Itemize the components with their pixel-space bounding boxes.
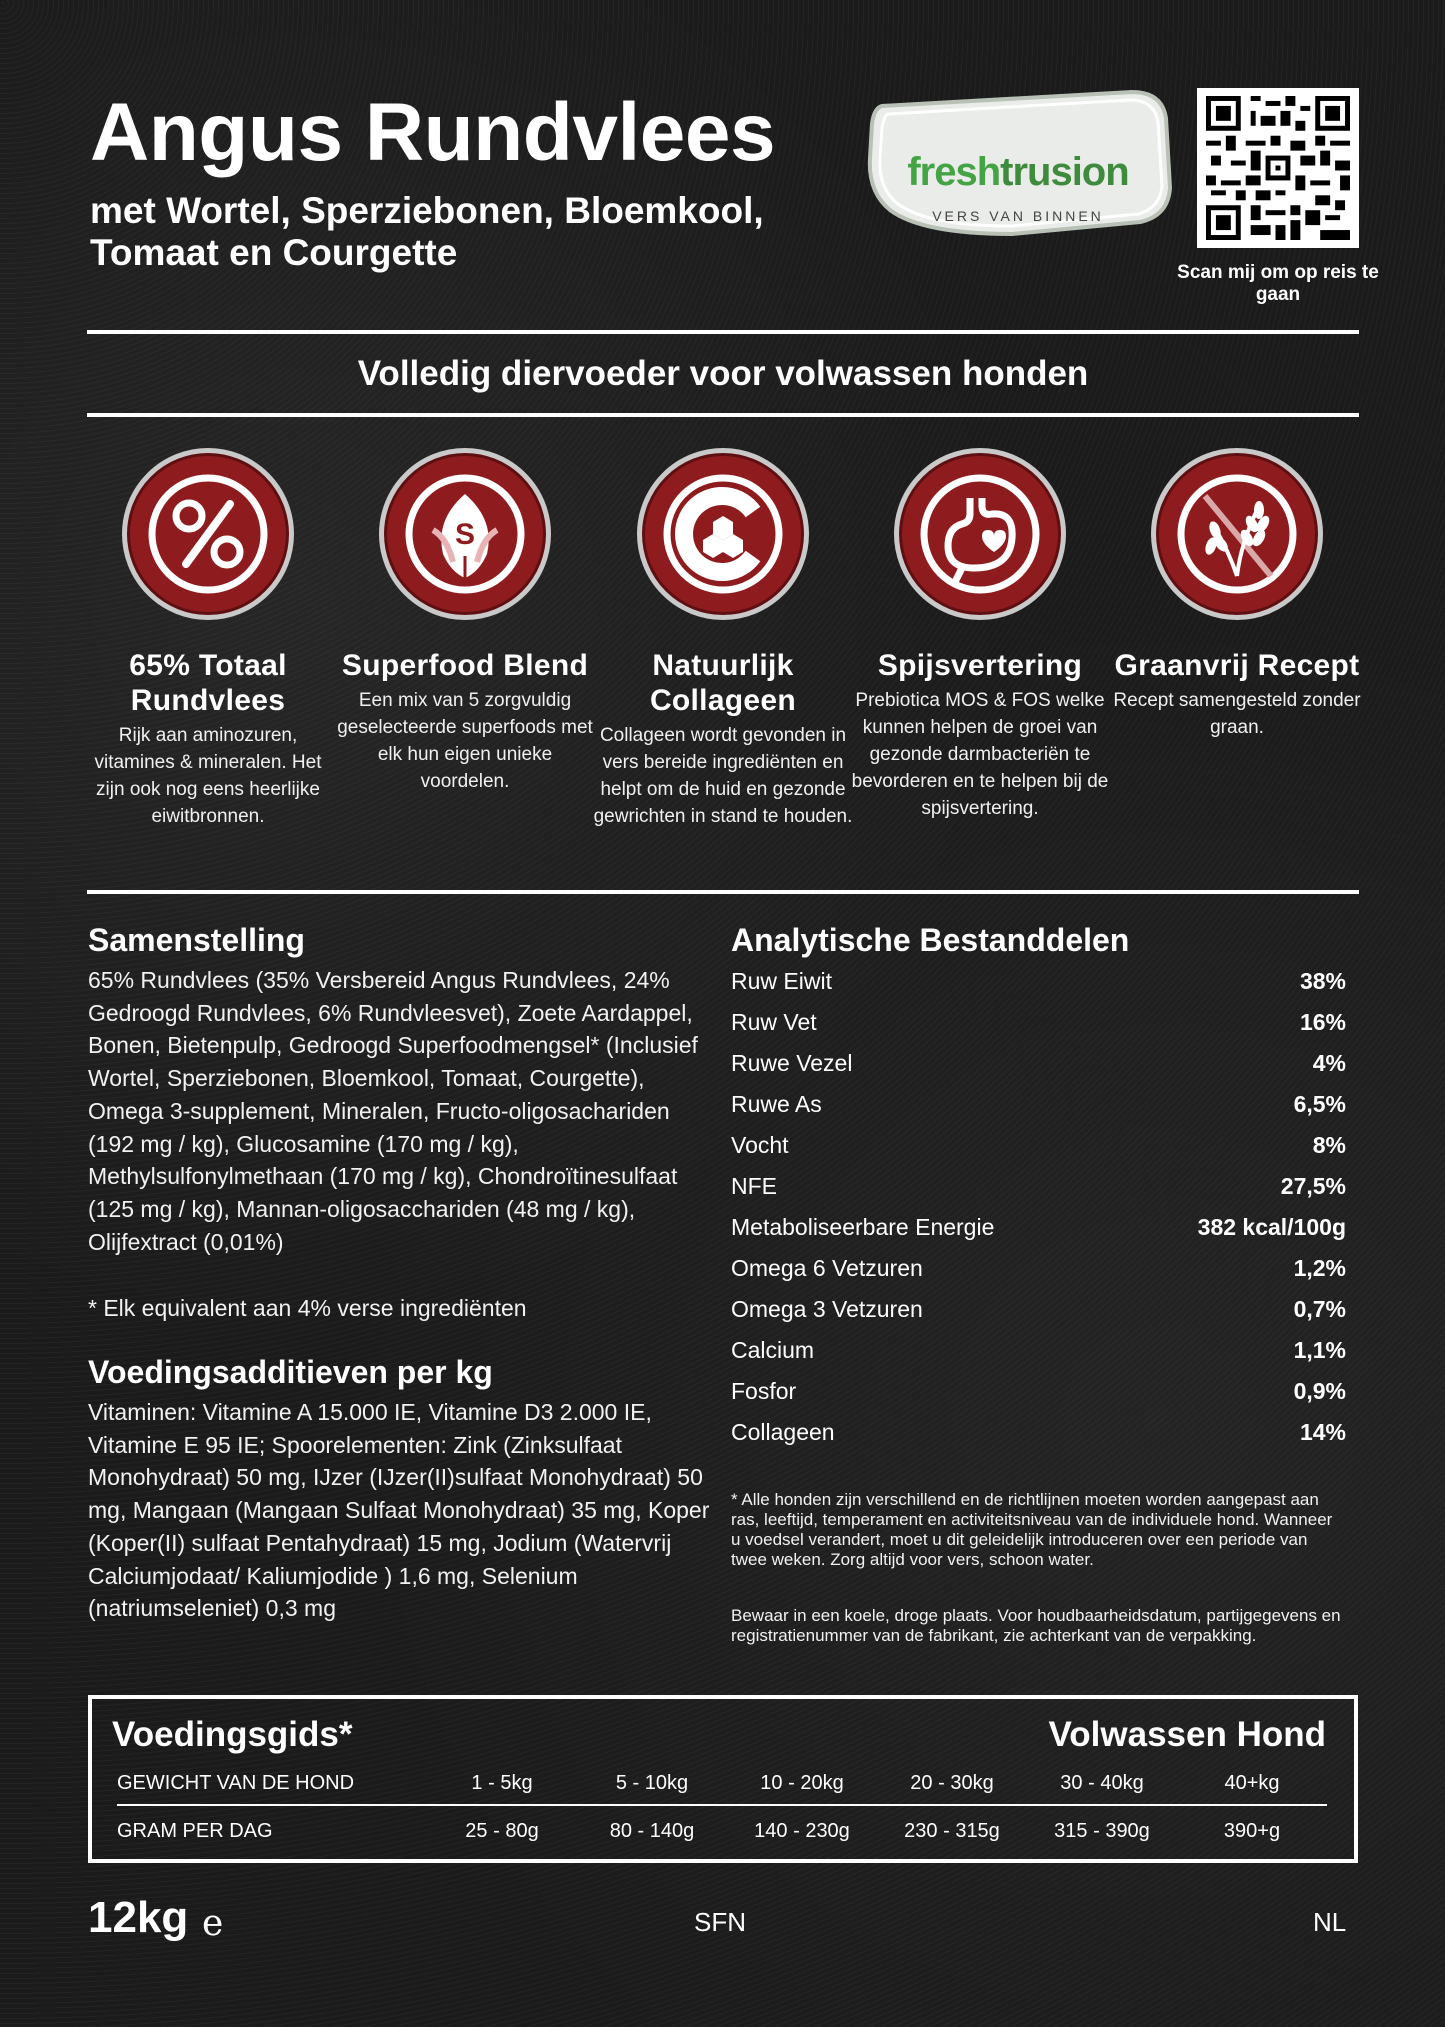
guide-weight-cell: 10 - 20kg <box>760 1771 844 1794</box>
feature-description: Rijk aan aminozuren, vitamines & mineralen. Het zijn ook nog eens heerlijke eiwitbronnen. <box>94 725 322 827</box>
guide-grams-cell: 140 - 230g <box>754 1819 850 1842</box>
collagen-c-icon <box>661 472 785 596</box>
analytics-label: Ruw Eiwit <box>731 968 832 994</box>
feeding-note: * Alle honden zijn verschillend en de richtlijnen moeten worden aangepast aan ras, leeftijd, temperament en activiteitsniveau van de individuele hond. Wanneer u voedsel verandert, moet u dit geleidelijk introduceren over een periode van twee weken. Zorg altijd voor vers, schoon water. <box>731 1490 1333 1569</box>
additives-heading: Voedingsadditieven per kg <box>88 1354 493 1390</box>
analytics-value: 0,7% <box>1293 1296 1346 1322</box>
feature-collagen <box>593 448 853 830</box>
analytics-row <box>731 1248 1346 1289</box>
composition-footnote: * Elk equivalent aan 4% verse ingrediënten <box>88 1295 527 1321</box>
analytics-row <box>731 1166 1346 1207</box>
estimated-sign: e <box>202 1903 224 1944</box>
analytics-row <box>731 1207 1346 1248</box>
tagline: Volledig diervoeder voor volwassen honden <box>357 354 1089 393</box>
feature-title: 65% Totaal Rundvlees <box>129 649 287 717</box>
analytics-row <box>731 1330 1346 1371</box>
analytics-row <box>731 1125 1346 1166</box>
analytics-value: 16% <box>1299 1009 1346 1035</box>
percent-icon <box>146 472 270 596</box>
feature-badge <box>122 448 294 620</box>
feature-title: Graanvrij Recept <box>1114 649 1360 682</box>
guide-subtitle: Volwassen Hond <box>1048 1715 1326 1754</box>
guide-grams-cell: 390+g <box>1223 1819 1281 1842</box>
qr-caption: Scan mij om op reis te gaan <box>1177 262 1379 305</box>
analytics-label: Ruw Vet <box>731 1009 817 1035</box>
analytics-value: 0,9% <box>1293 1378 1346 1404</box>
logo-tagline: VERS VAN BINNEN <box>932 208 1104 224</box>
analytics-label: Omega 3 Vetzuren <box>731 1296 923 1322</box>
no-grain-icon <box>1175 472 1299 596</box>
analytics-value: 1,1% <box>1293 1337 1346 1363</box>
guide-weight-row <box>117 1763 1327 1803</box>
divider-tagline <box>87 413 1359 417</box>
guide-weight-cell: 20 - 30kg <box>910 1771 994 1794</box>
analytics-value: 6,5% <box>1293 1091 1346 1117</box>
analytics-row <box>731 1289 1346 1330</box>
qr-code[interactable] <box>1197 88 1359 248</box>
feature-total-beef <box>78 448 338 830</box>
analytics-row <box>731 1371 1346 1412</box>
guide-title: Voedingsgids* <box>112 1715 353 1754</box>
logo-fresh: fresh <box>907 150 1001 194</box>
guide-divider <box>117 1804 1327 1806</box>
feature-superfood <box>335 448 595 795</box>
analytics-label: Ruwe As <box>731 1091 822 1117</box>
net-weight: 12kg <box>88 1893 189 1942</box>
feature-badge <box>637 448 809 620</box>
analytics-label: Metaboliseerbare Energie <box>731 1214 995 1240</box>
guide-grams-label: GRAM PER DAG <box>117 1819 273 1842</box>
qr-code-icon <box>1205 96 1351 240</box>
feature-description: Prebiotica MOS & FOS welke kunnen helpen de groei van gezonde darmbacteriën te bevorderen en te helpen bij de spijsvertering. <box>851 690 1109 819</box>
feature-description: Een mix van 5 zorgvuldig geselecteerde superfoods met elk hun eigen unieke voordelen. <box>337 690 593 792</box>
additives-text: Vitaminen: Vitamine A 15.000 IE, Vitamine D3 2.000 IE, Vitamine E 95 IE; Spoorelementen: Zink (Zinksulfaat Monohydraat) 50 mg, IJzer (IJzer(II)sulfaat Monohydraat) 50 mg, Mangaan (Mangaan Sulfaat Monohydraat) 35 mg, Koper (Koper(II) sulfaat Pentahydraat) 15 mg, Jodium (Watervrij Calciumjodaat/ Kaliumjodide ) 1,6 mg, Selenium (natriumseleniet) 0,3 mg <box>88 1399 710 1622</box>
feature-description: Recept samengesteld zonder graan. <box>1113 690 1361 738</box>
analytics-value: 14% <box>1299 1419 1346 1445</box>
guide-weight-cell: 40+kg <box>1224 1771 1280 1794</box>
feature-description: Collageen wordt gevonden in vers bereide ingrediënten en helpt om de huid en gezonde gewrichten in stand te houden. <box>593 725 853 827</box>
feature-title: Natuurlijk Collageen <box>649 649 797 717</box>
guide-grams-cell: 230 - 315g <box>904 1819 1000 1842</box>
feature-title: Superfood Blend <box>341 649 589 682</box>
analytics-label: NFE <box>731 1173 777 1199</box>
analytics-label: Fosfor <box>731 1378 797 1404</box>
feeding-guide <box>88 1695 1358 1863</box>
analytics-label: Vocht <box>731 1132 789 1158</box>
product-title: Angus Rundvlees <box>90 87 776 178</box>
feature-title: Spijsvertering <box>877 649 1083 682</box>
feature-grain-free <box>1107 448 1367 741</box>
guide-grams-cell: 315 - 390g <box>1054 1819 1150 1842</box>
analytics-row <box>731 1002 1346 1043</box>
guide-grams-row <box>117 1811 1327 1851</box>
storage-note: Bewaar in een koele, droge plaats. Voor houdbaarheidsdatum, partijgegevens en registratienummer van de fabrikant, zie achterkant van de verpakking. <box>731 1606 1341 1645</box>
divider-features <box>87 890 1359 894</box>
analytics-row <box>731 1043 1346 1084</box>
analytics-value: 27,5% <box>1280 1173 1346 1199</box>
svg-text:S: S <box>454 518 476 551</box>
divider-top <box>87 330 1359 334</box>
guide-grams-cell: 25 - 80g <box>465 1819 539 1842</box>
leaf-s-icon <box>403 472 527 596</box>
analytics-row <box>731 1412 1346 1453</box>
analytics-label: Calcium <box>731 1337 815 1363</box>
freshtrusion-logo-text <box>862 150 1174 195</box>
analytics-label: Omega 6 Vetzuren <box>731 1255 923 1281</box>
analytics-row <box>731 1084 1346 1125</box>
logo-trusion: trusion <box>1000 150 1129 194</box>
feature-badge <box>1151 448 1323 620</box>
analytics-value: 1,2% <box>1293 1255 1346 1281</box>
analytics-label: Ruwe Vezel <box>731 1050 853 1076</box>
analytics-value: 38% <box>1299 968 1346 994</box>
analytics-value: 4% <box>1312 1050 1346 1076</box>
guide-grams-cell: 80 - 140g <box>609 1819 695 1842</box>
guide-weight-cell: 5 - 10kg <box>615 1771 689 1794</box>
analytics-label: Collageen <box>731 1419 835 1445</box>
analytics-row <box>731 961 1346 1002</box>
stomach-heart-icon <box>918 472 1042 596</box>
product-subtitle: met Wortel, Sperziebonen, Bloemkool, Tomaat en Courgette <box>90 190 764 273</box>
composition-text: 65% Rundvlees (35% Versbereid Angus Rundvlees, 24% Gedroogd Rundvlees, 6% Rundvleesvet), Zoete Aardappel, Bonen, Bietenpulp, Gedroogd Superfoodmengsel* (Inclusief Wortel, Sperziebonen, Bloemkool, Tomaat, Courgette), Omega 3-supplement, Mineralen, Fructo-oligosachariden (192 mg / kg), Glucosamine (170 mg / kg), Methylsulfonylmethaan (170 mg / kg), Chondroïtinesulfaat (125 mg / kg), Mannan-oligosacchariden (48 mg / kg), Olijfextract (0,01%) <box>88 967 698 1255</box>
analytics-heading: Analytische Bestanddelen <box>731 922 1130 958</box>
sfn-code: SFN <box>694 1907 746 1937</box>
composition-heading: Samenstelling <box>88 922 305 958</box>
feature-badge <box>894 448 1066 620</box>
guide-weight-cell: 1 - 5kg <box>471 1771 533 1794</box>
guide-weight-label: GEWICHT VAN DE HOND <box>117 1771 355 1794</box>
analytics-value: 8% <box>1312 1132 1346 1158</box>
analytics-value: 382 kcal/100g <box>1197 1214 1346 1240</box>
language-code: NL <box>1313 1907 1347 1937</box>
guide-weight-cell: 30 - 40kg <box>1060 1771 1144 1794</box>
feature-digestion <box>850 448 1110 822</box>
feature-badge <box>379 448 551 620</box>
